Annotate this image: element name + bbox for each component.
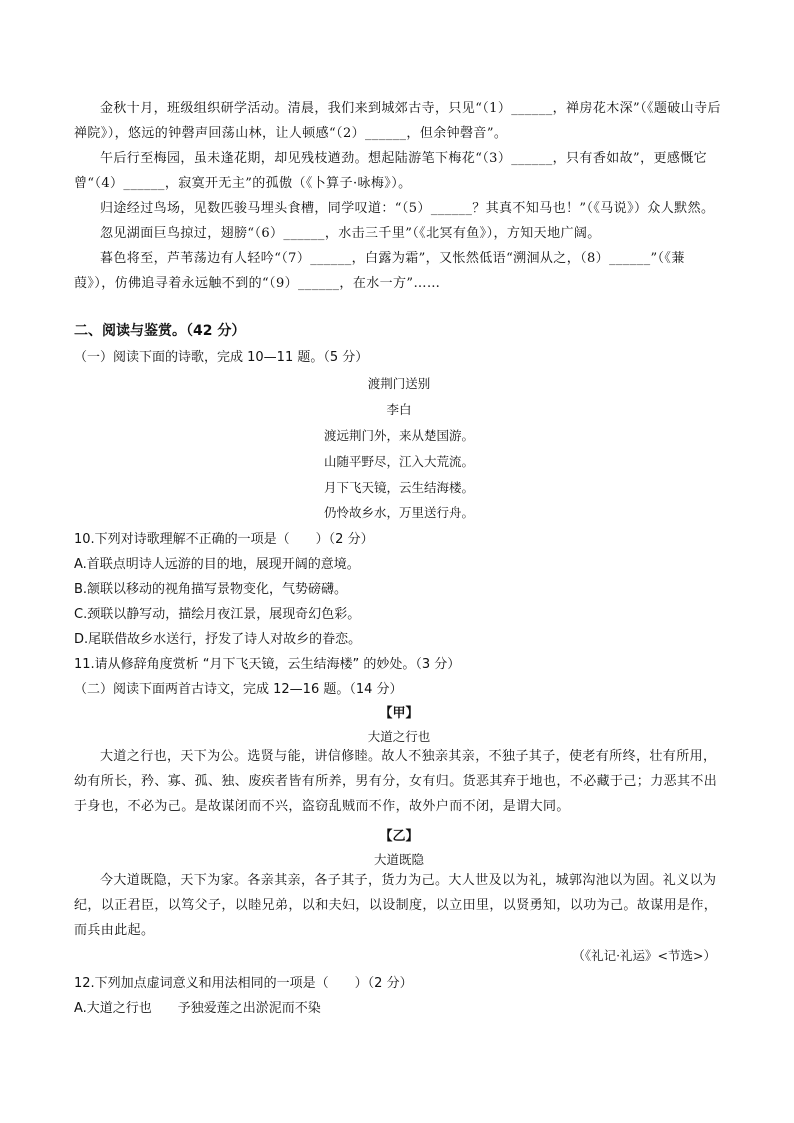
- poem-title: 渡荆门送别: [367, 376, 431, 391]
- question-10-option-b: B.颔联以移动的视角描写景物变化，气势磅礴。: [74, 582, 348, 597]
- intro-paragraph-5: 暮色将至，芦苇荡边有人轻吟“（7）______，白露为霜”，又怅然低语“溯洄从之，（8）______”（《蒹葭》），仿佛追寻着永远触不到的“（9）______，在水一方”……: [74, 251, 685, 291]
- question-10-stem: 10.下列对诗歌理解不正确的一项是（ ）（2 分）: [74, 532, 374, 547]
- passage-yi-text: 今大道既隐，天下为家。各亲其亲，各子其子，货力为己。大人世及以为礼，城郭沟池以为固。礼义以为纪，以正君臣，以笃父子，以睦兄弟，以和夫妇，以设制度，以立田里，以贤勇知，以功为己。故谋用是作，而兵由此起。: [74, 873, 718, 938]
- question-10-option-c: C.颈联以静写动，描绘月夜江景，展现奇幻色彩。: [74, 607, 361, 622]
- poem-line-3: 月下飞天镜，云生结海楼。: [323, 480, 474, 495]
- question-11: 11.请从修辞角度赏析 “月下飞天镜，云生结海楼” 的妙处。（3 分）: [74, 657, 461, 672]
- intro-paragraph-2: 午后行至梅园，虽未逢花期，却见残枝遒劲。想起陆游笔下梅花“（3）______，只有香如故”，更感慨它曾“（4）______，寂寞开无主”的孤傲（《卜算子·咏梅》）。: [74, 151, 708, 191]
- part-2-instruction: （二）阅读下面两首古诗文，完成 12—16 题。（14 分）: [74, 682, 403, 697]
- intro-paragraph-1: 金秋十月，班级组织研学活动。清晨，我们来到城郊古寺，只见“（1）______，禅房花木深”（《题破山寺后禅院》），悠远的钟磬声回荡山林，让人顿感“（2）______，但余钟磬音”。: [74, 101, 721, 141]
- intro-passage: [74, 96, 724, 296]
- passage-yi: [74, 868, 724, 943]
- passage-yi-title: 大道既隐: [373, 852, 424, 867]
- passage-jia-title: 大道之行也: [367, 729, 431, 744]
- poem-line-1: 渡远荆门外，来从楚国游。: [323, 428, 474, 443]
- source-citation: （《礼记·礼运》<节选>）: [572, 948, 716, 963]
- question-12-option-a: A.大道之行也 予独爱莲之出淤泥而不染: [74, 1001, 321, 1016]
- passage-jia-tag: 【甲】: [379, 706, 419, 721]
- poem-author: 李白: [386, 402, 412, 417]
- question-10-option-a: A.首联点明诗人远游的目的地，展现开阔的意境。: [74, 557, 360, 572]
- section-2-title: 二、阅读与鉴赏。（42 分）: [74, 323, 246, 339]
- passage-yi-tag: 【乙】: [379, 829, 419, 844]
- passage-jia: [74, 744, 724, 819]
- question-12-stem: 12.下列加点虚词意义和用法相同的一项是（ ）（2 分）: [74, 976, 413, 991]
- intro-paragraph-4: 忽见湖面巨鸟掠过，翅膀“（6）______，水击三千里”（《北冥有鱼》），方知天地广阔。: [100, 226, 601, 241]
- passage-jia-text: 大道之行也，天下为公。选贤与能，讲信修睦。故人不独亲其亲，不独子其子，使老有所终，壮有所用，幼有所长，矜、寡、孤、独、废疾者皆有所养，男有分，女有归。货恶其弃于地也，不必藏于己；力恶其不出于身也，不必为己。是故谋闭而不兴，盗窃乱贼而不作，故外户而不闭，是谓大同。: [74, 749, 718, 814]
- part-1-instruction: （一）阅读下面的诗歌，完成 10—11 题。（5 分）: [74, 350, 369, 365]
- poem-line-2: 山随平野尽，江入大荒流。: [323, 454, 474, 469]
- intro-paragraph-3: 归途经过鸟场，见数匹骏马埋头食槽，同学叹道：“（5）______？其真不知马也！”（《马说》）众人默然。: [100, 201, 715, 216]
- poem-line-4: 仍怜故乡水，万里送行舟。: [323, 505, 474, 520]
- question-10-option-d: D.尾联借故乡水送行，抒发了诗人对故乡的眷恋。: [74, 632, 362, 647]
